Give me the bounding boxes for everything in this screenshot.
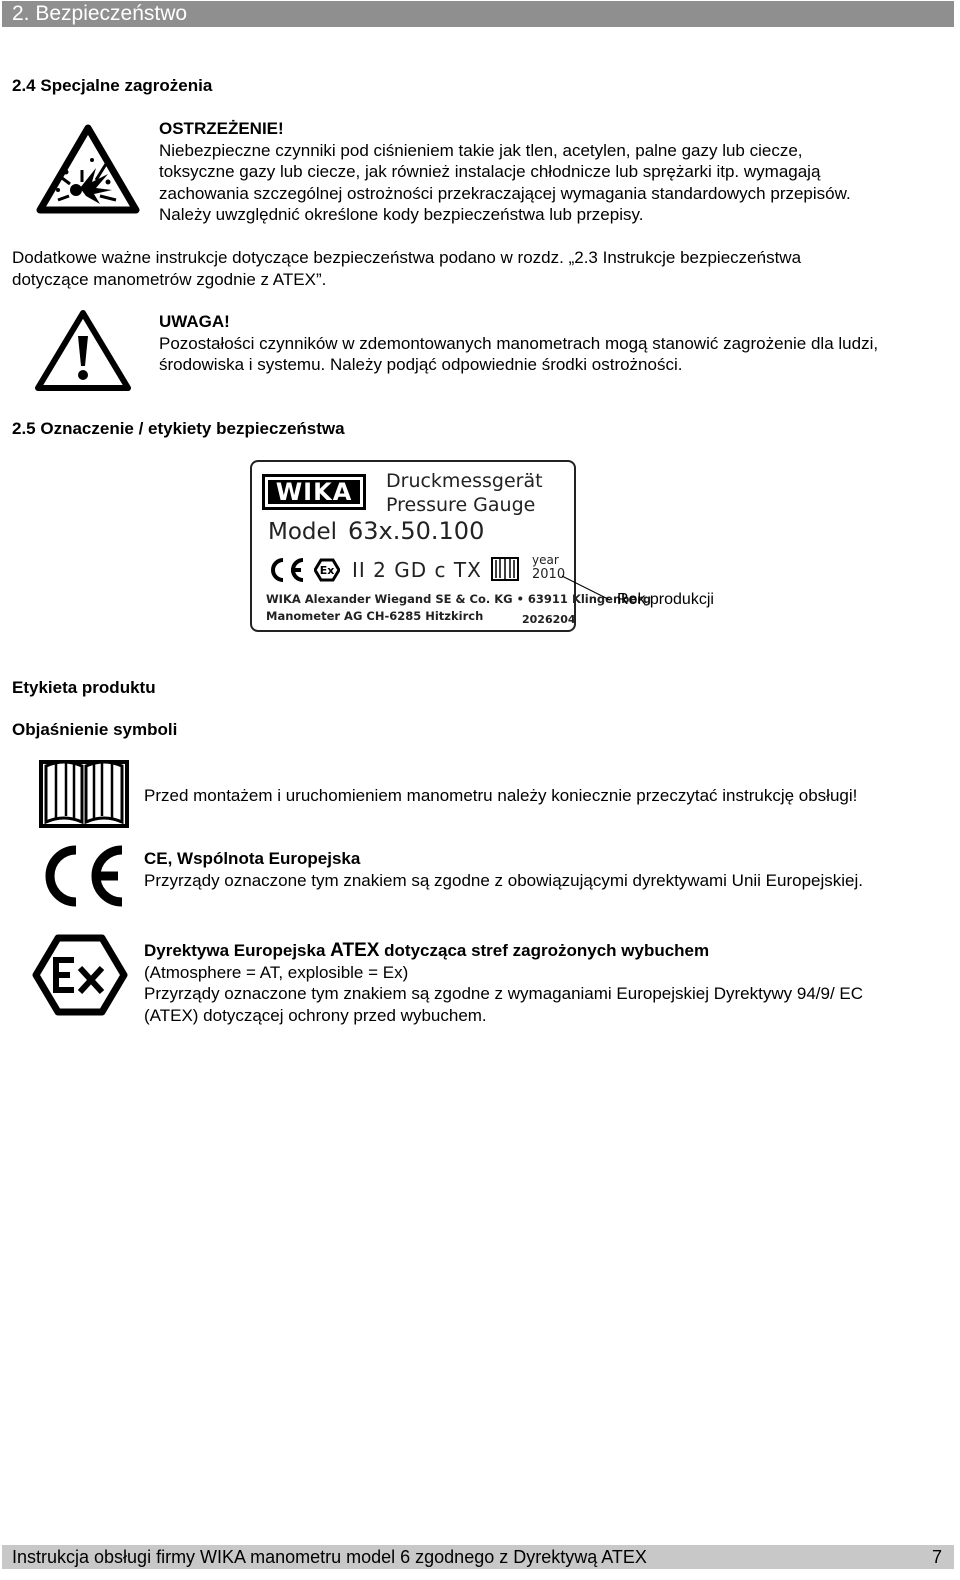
warning-line: toksyczne gazy lub ciecze, jak również instalacje chłodnicze lub sprężarki itp. wymagają [159, 162, 821, 181]
ce-mark-icon [266, 556, 308, 584]
label-year-label: year [532, 553, 559, 567]
footer-text: Instrukcja obsługi firmy WIKA manometru model 6 zgodnego z Dyrektywą ATEX [12, 1547, 647, 1567]
label-atex-marking: II 2 GD c TX [352, 558, 482, 582]
atex-title-part: Dyrektywa Europejska [144, 941, 331, 960]
additional-instructions [12, 247, 952, 290]
warning-line: Niebezpieczne czynniki pod ciśnieniem takie jak tlen, acetylen, palne gazy lub ciecze, [159, 140, 803, 160]
wika-logo-text: WIKA [268, 480, 360, 504]
label-year-value: 2010 [532, 567, 566, 582]
section-heading-safety-labels: 2.5 Oznaczenie / etykiety bezpieczeństwa [12, 419, 345, 438]
manual-book-icon [490, 554, 520, 584]
section-heading-special-hazards: 2.4 Specjalne zagrożenia [12, 76, 213, 95]
svg-text:Ex: Ex [319, 564, 335, 577]
atex-symbol-line: (Atmosphere = AT, explosible = Ex) [144, 962, 409, 982]
label-maker-line-1: WIKA Alexander Wiegand SE & Co. KG • 63911 Klingenberg [266, 592, 652, 606]
label-line-de: Druckmessgerät [386, 470, 543, 492]
callout-year-of-production: Rok produkcji [617, 591, 714, 608]
atex-title-emphasis: ATEX [330, 940, 380, 961]
caution-block [159, 311, 954, 376]
manual-symbol-text: Przed montażem i uruchomieniem manometru należy koniecznie przeczytać instrukcję obsługi! [144, 786, 858, 805]
atex-ex-symbol-icon [32, 934, 128, 1016]
warning-line: Należy uwzględnić określone kody bezpieczeństwa lub przepisy. [159, 205, 644, 224]
page-number: 7 [931, 1547, 942, 1567]
additional-line: dotyczące manometrów zgodnie z ATEX”. [12, 269, 327, 289]
warning-line: zachowania szczególnej ostrożności przekraczającej wymagania standardowych przepisów. [159, 183, 851, 203]
warning-title: OSTRZEŻENIE! [159, 119, 284, 138]
page-footer [2, 1545, 954, 1569]
symbols-heading: Objaśnienie symboli [12, 720, 178, 739]
exclamation-warning-icon [34, 308, 132, 392]
explosion-warning-icon [36, 124, 140, 214]
ce-symbol-text: Przyrządy oznaczone tym znakiem są zgodne z obowiązującymi dyrektywami Unii Europejskiej. [144, 870, 864, 890]
ce-symbol-block [144, 848, 944, 891]
warning-block [159, 118, 949, 226]
caution-line: środowiska i systemu. Należy podjąć odpowiednie środki ostrożności. [159, 355, 683, 374]
label-maker-line-2: Manometer AG CH-6285 Hitzkirch [266, 609, 484, 623]
ce-symbol-title: CE, Wspólnota Europejska [144, 849, 361, 868]
product-label [250, 460, 652, 632]
chapter-title: 2. Bezpieczeństwo [2, 1, 954, 27]
caution-line: Pozostałości czynników w zdemontowanych manometrach mogą stanowić zagrożenie dla ludzi, [159, 333, 879, 353]
atex-symbol-line: Przyrządy oznaczone tym znakiem są zgodne z wymaganiami Europejskiej Dyrektywy 94/9/ EC [144, 984, 864, 1003]
wika-logo [262, 474, 366, 510]
ex-hexagon-icon [314, 558, 340, 582]
atex-title-part: dotycząca stref zagrożonych wybuchem [379, 941, 710, 960]
additional-line: Dodatkowe ważne instrukcje dotyczące bezpieczeństwa podano w rozdz. „2.3 Instrukcje bezpieczeństwa [12, 248, 802, 267]
ce-symbol-icon [38, 842, 128, 910]
read-manual-icon [38, 756, 130, 830]
label-line-en: Pressure Gauge [386, 494, 536, 516]
product-label-caption: Etykieta produktu [12, 678, 156, 697]
atex-symbol-line: (ATEX) dotyczącej ochrony przed wybuchem. [144, 1005, 487, 1025]
label-serial: 2026204 [522, 613, 576, 626]
label-model-value: 63x.50.100 [348, 517, 485, 545]
callout-line [560, 574, 612, 604]
atex-symbol-block [144, 940, 944, 1026]
caution-title: UWAGA! [159, 312, 230, 331]
label-model-label: Model [268, 519, 338, 545]
atex-symbol-title [144, 940, 944, 962]
